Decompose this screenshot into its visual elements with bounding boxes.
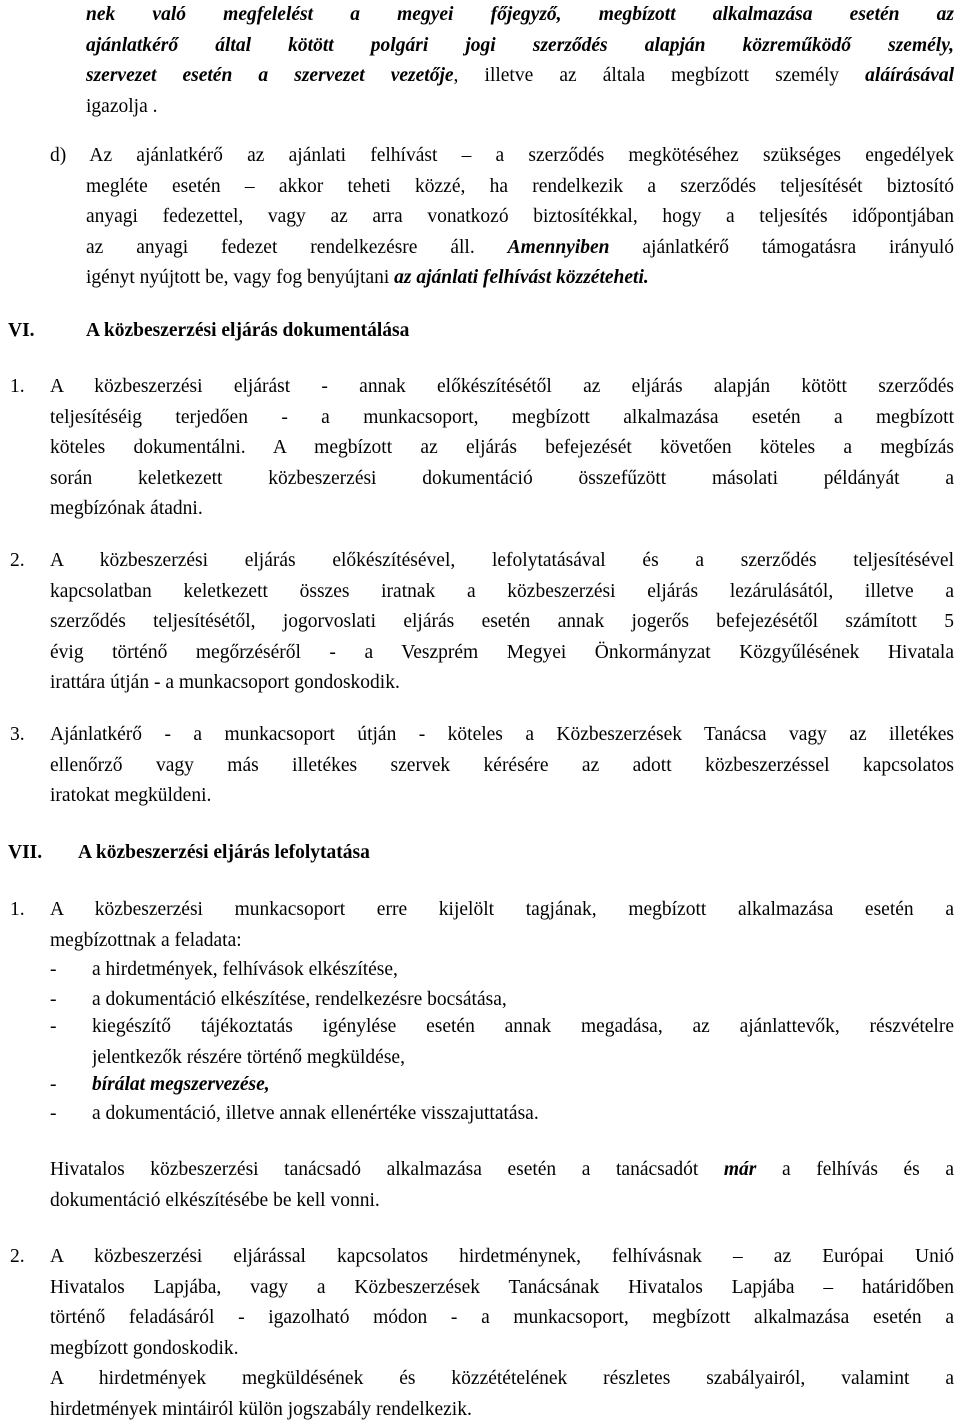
section-7-title: A közbeszerzési eljárás lefolytatása [78,838,370,868]
section-6-item-1 [50,372,954,525]
s6p2-line-2: kapcsolatban keletkezett összes iratnak a közbeszerzési eljárás lezárulásától, illetve a [50,577,954,608]
s6p1-line-3: köteles dokumentálni. A megbízott az eljárás befejezését követően köteles a megbízás [50,433,954,464]
s6p3-line-3: iratokat megküldeni. [50,781,954,812]
list-item: a dokumentáció, illetve annak ellenértéke visszajuttatása. [92,1099,954,1130]
intro-line-2: ajánlatkérő által kötött polgári jogi szerződés alapján közreműködő személy, [86,31,954,62]
list-item: a hirdetmények, felhívások elkészítése, [92,955,954,986]
section-6-item-3-number: 3. [10,720,25,751]
section-6-item-2 [50,546,954,699]
s7p2-line-6: hirdetmények mintáiról külön jogszabály rendelkezik. [50,1395,954,1425]
intro-line-1: nek való megfelelést a megyei főjegyző, megbízott alkalmazása esetén az [86,0,954,31]
section-6-item-1-number: 1. [10,372,25,403]
s6p2-line-4: évig történő megőrzéséről - a Veszprém Megyei Önkormányzat Közgyűlésének Hivatala [50,638,954,669]
list-dash: - [50,1070,57,1101]
section-6-item-3 [50,720,954,812]
s6p2-line-1: A közbeszerzési eljárás előkészítésével, lefolytatásával és a szerződés teljesítésével [50,546,954,577]
section-7-item-1-number: 1. [10,895,25,926]
section-6-title: A közbeszerzési eljárás dokumentálása [86,316,409,346]
intro-line-3: szervezet esetén a szervezet vezetője, illetve az általa megbízott személy aláírásával [86,61,954,92]
list-dash: - [50,955,57,986]
s6p1-line-5: megbízónak átadni. [50,494,954,525]
list-item: bírálat megszervezése, [92,1070,954,1101]
s6p1-line-4: során keletkezett közbeszerzési dokumentáció összefűzött másolati példányát a [50,464,954,495]
consultant-line-1: Hivatalos közbeszerzési tanácsadó alkalmazása esetén a tanácsadót már a felhívás és a [50,1155,954,1186]
list-dash: - [50,1012,57,1043]
para-d-line-3: anyagi fedezettel, vagy az arra vonatkozó biztosítékkal, hogy a teljesítés időpontjában [86,202,954,233]
s6p1-line-2: teljesítéséig terjedően - a munkacsoport, megbízott alkalmazása esetén a megbízott [50,403,954,434]
s7p1-line-2: megbízottnak a feladata: [50,926,954,957]
para-d-line-1: d) Az ajánlatkérő az ajánlati felhívást – a szerződés megkötéséhez szükséges engedélyek [50,141,954,172]
section-7-item-2-number: 2. [10,1242,25,1273]
s6p2-line-5: irattára útján - a munkacsoport gondoskodik. [50,668,954,699]
section-7-number: VII. [8,838,42,868]
para-d-line-2: megléte esetén – akkor teheti közzé, ha rendelkezik a szerződés teljesítését biztosító [86,172,954,203]
section-7-item-2 [50,1242,954,1425]
intro-paragraph [86,0,954,122]
s7p2-line-2: Hivatalos Lapjába, vagy a Közbeszerzések Tanácsának Hivatalos Lapjába – határidőben [50,1273,954,1304]
consultant-line-2: dokumentáció elkészítésébe be kell vonni. [50,1186,954,1217]
section-6-item-2-number: 2. [10,546,25,577]
consultant-paragraph [50,1155,954,1216]
s6p1-line-1: A közbeszerzési eljárást - annak előkészítésétől az eljárás alapján kötött szerződés [50,372,954,403]
s7p2-line-3: történő feladásáról - igazolható módon - a munkacsoport, megbízott alkalmazása esetén a [50,1303,954,1334]
s6p3-line-1: Ajánlatkérő - a munkacsoport útján - köteles a Közbeszerzések Tanácsa vagy az illetékes [50,720,954,751]
list-dash: - [50,1099,57,1130]
s7p2-line-1: A közbeszerzési eljárással kapcsolatos hirdetménynek, felhívásnak – az Európai Unió [50,1242,954,1273]
list-item: kiegészítő tájékoztatás igénylése esetén annak megadása, az ajánlattevők, részvételre jelentkezők részére történő megküldése, [92,1012,954,1073]
list-dash: - [50,985,57,1016]
section-7-item-1 [50,895,954,956]
para-d-line-5: igényt nyújtott be, vagy fog benyújtani az ajánlati felhívást közzéteheti. [86,263,954,294]
s6p3-line-2: ellenőrző vagy más illetékes szervek kérésére az adott közbeszerzéssel kapcsolatos [50,751,954,782]
list-item: a dokumentáció elkészítése, rendelkezésre bocsátása, [92,985,954,1016]
intro-line-4: igazolja . [86,92,954,123]
s7p2-line-4: megbízott gondoskodik. [50,1334,954,1365]
s7p1-line-1: A közbeszerzési munkacsoport erre kijelölt tagjának, megbízott alkalmazása esetén a [50,895,954,926]
section-6-number: VI. [8,316,35,346]
s6p2-line-3: szerződés teljesítésétől, jogorvoslati eljárás esetén annak jogerős befejezésétől számított 5 [50,607,954,638]
para-d-line-4: az anyagi fedezet rendelkezésre áll. Amennyiben ajánlatkérő támogatásra irányuló [86,233,954,264]
s7p2-line-5: A hirdetmények megküldésének és közzétételének részletes szabályairól, valamint a [50,1364,954,1395]
paragraph-d [50,141,954,294]
